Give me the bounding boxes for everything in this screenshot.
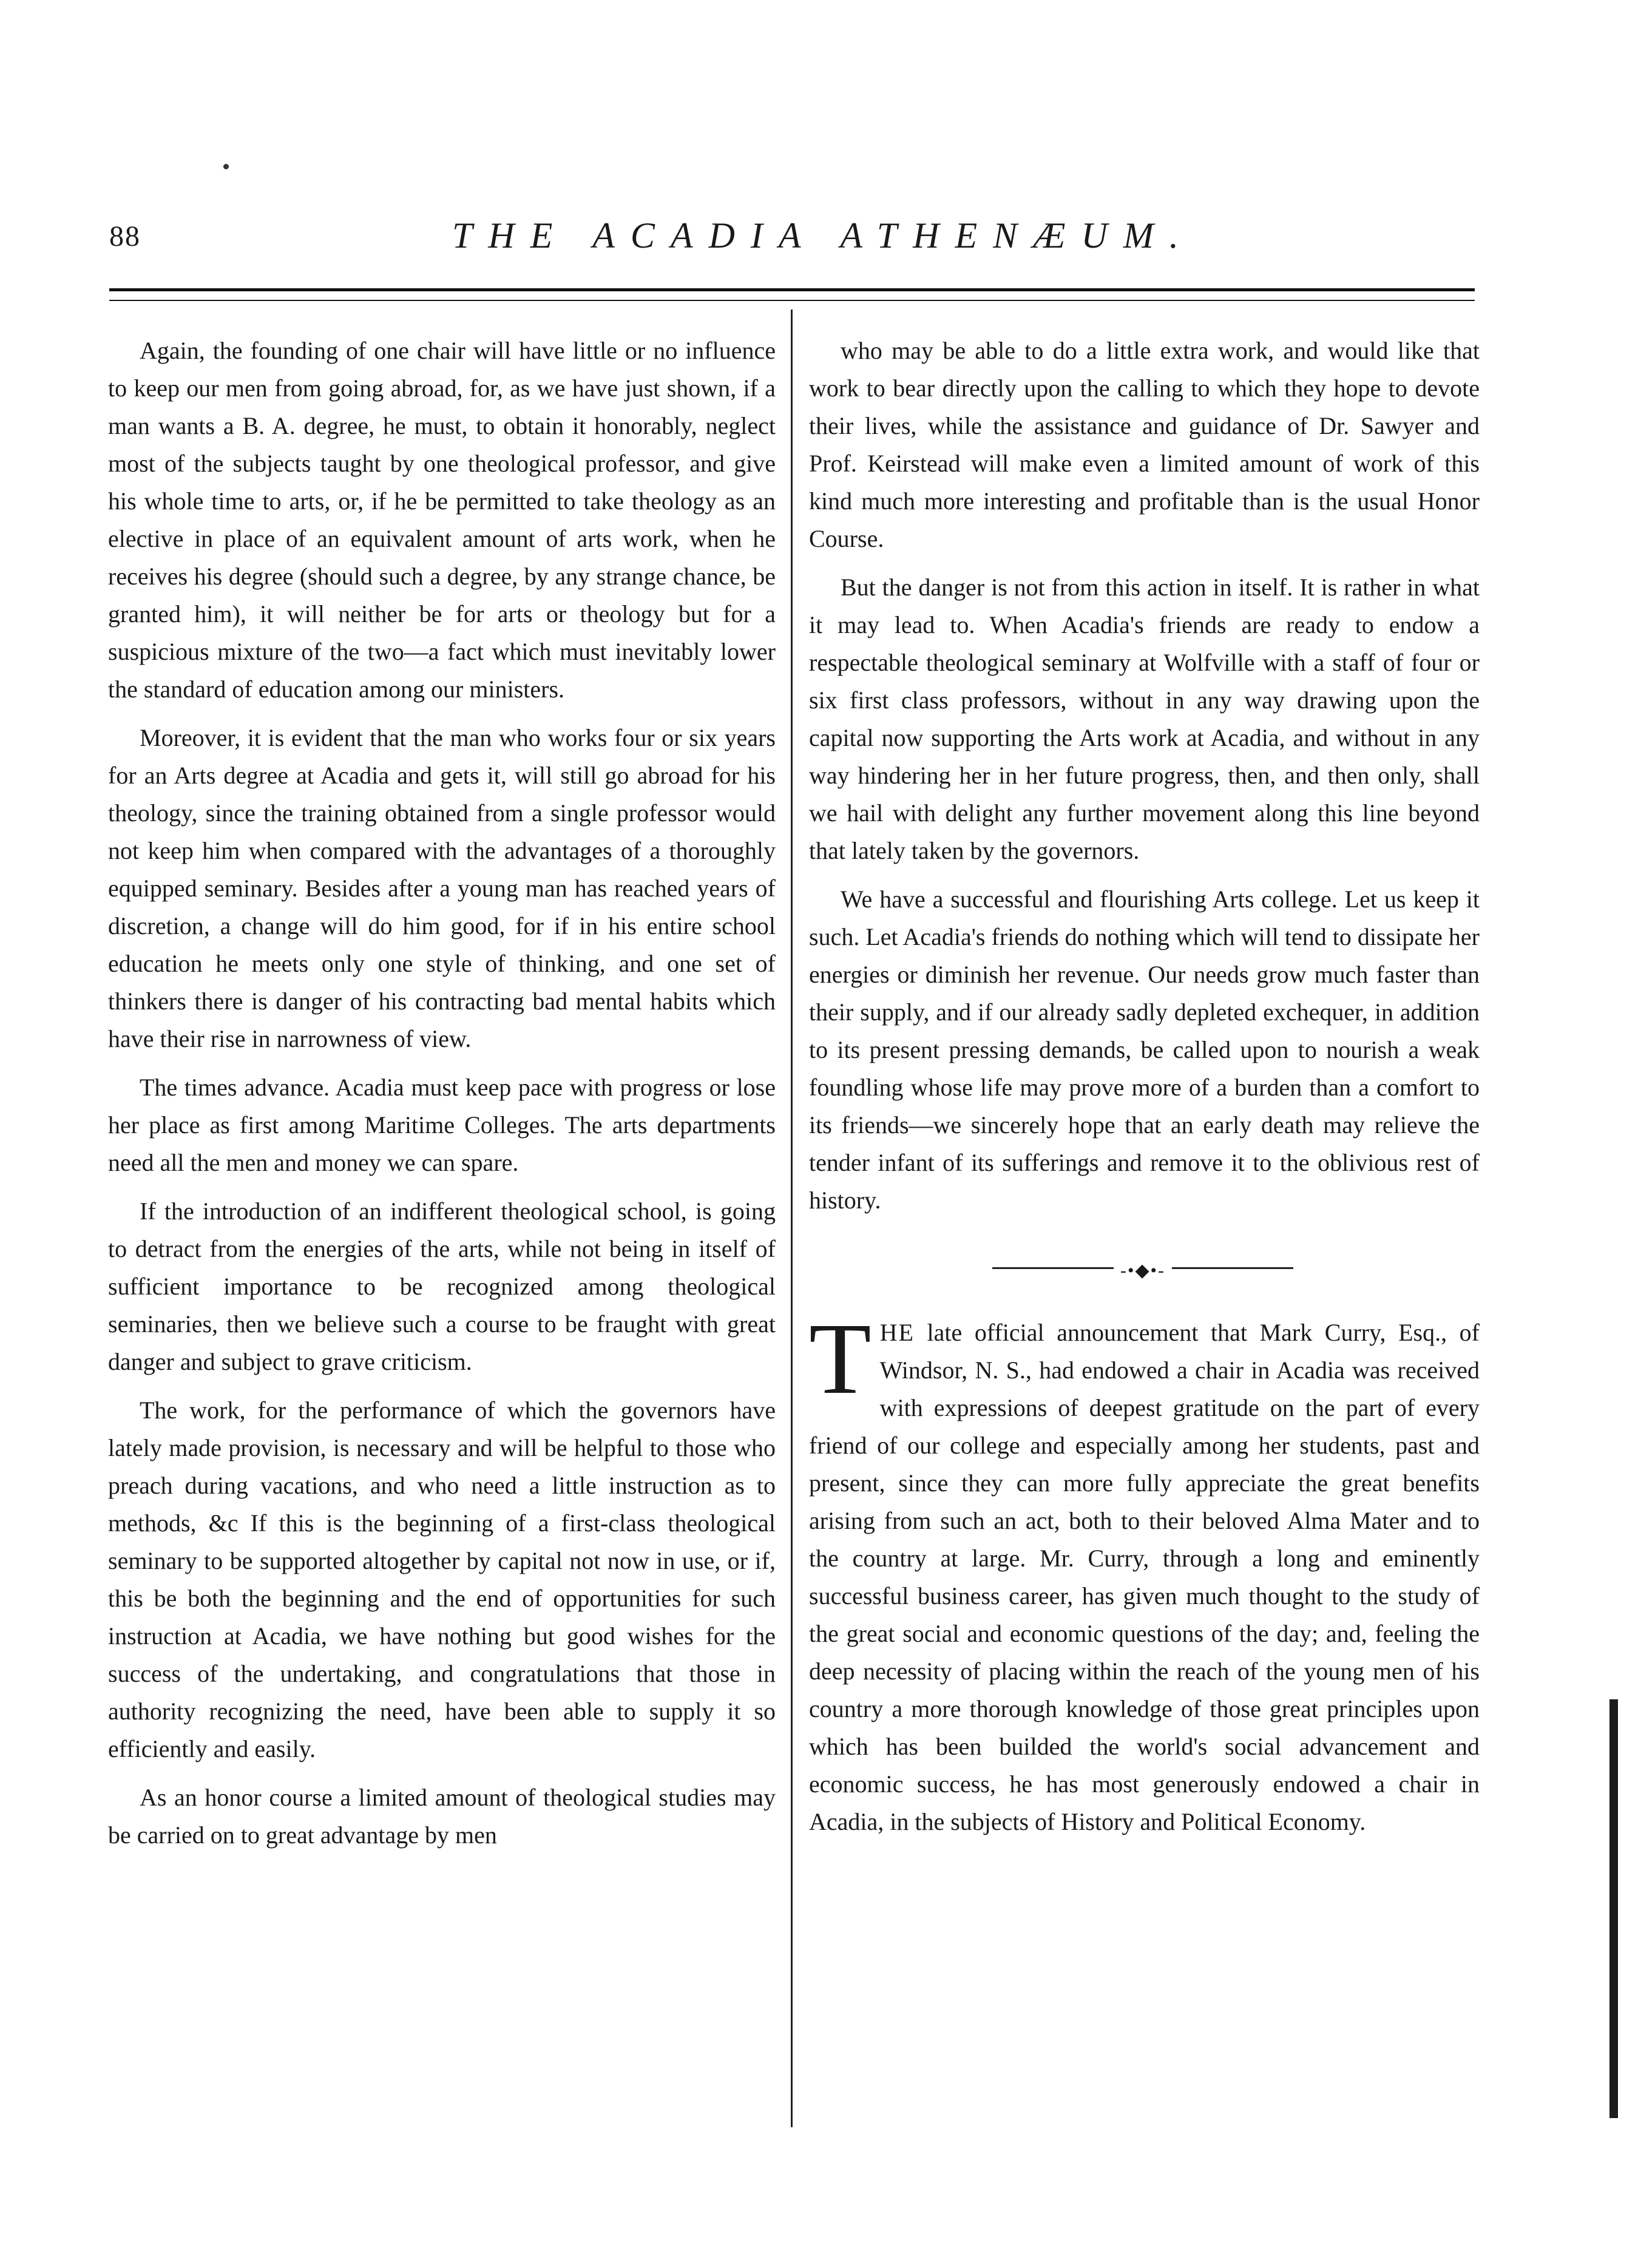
first-word-rest: HE	[879, 1319, 915, 1346]
left-paragraph-6: As an honor course a limited amount of theological studies may be carried on to great advantage by men	[108, 1784, 776, 1849]
left-paragraph-3: The times advance. Acadia must keep pace with progress or lose her place as first among Maritime Colleges. The arts departments need all the men and money we can spare.	[108, 1074, 776, 1176]
separator-ornament: -•◆•-	[1120, 1261, 1166, 1281]
right-paragraph-2: But the danger is not from this action in itself. It is rather in what it may lead to. When Acadia's friends are ready to endow a respectable theological seminary at Wolfville with a staff of four or six first class professors, without in any way drawing upon the capital now supporting the Arts work at Acadia, and without in any way hindering her in her future progress, then, and then only, shall we hail with delight any further movement along this line beyond that lately taken by the governors.	[809, 574, 1480, 864]
header-rule-thin	[109, 300, 1475, 301]
right-paragraph-1: who may be able to do a little extra work, and would like that work to bear directly upon the calling to which they hope to devote their lives, while the assistance and guidance of Dr. Sawyer and Prof. Keirstead will make even a limited amount of work of this kind much more interesting and profitable than is the usual Honor Course.	[809, 337, 1480, 552]
left-paragraph-1: Again, the founding of one chair will have little or no influence to keep our men from going abroad, for, as we have just shown, if a man wants a B. A. degree, he must, to obtain it honorably, neglect most of the subjects taught by one theological professor, and give his whole time to arts, or, if he be permitted to take theology as an elective in place of an equivalent amount of arts work, when he receives his degree (should such a degree, by any strange chance, be granted him), it will neither be for arts or theology but for a suspicious mixture of the two—a fact which must inevitably lower the standard of education among our ministers.	[108, 337, 776, 703]
separator-line-right	[1172, 1267, 1293, 1269]
ink-speck	[223, 164, 229, 169]
left-paragraph-5: The work, for the performance of which the governors have lately made provision, is necessary and will be helpful to those who preach during vacations, and who need a little instruction as to methods, &c If this is the beginning of a first-class theological seminary to be supported altogether by capital not now in use, or if, this be both the beginning and the end of opportunities for such instruction at Acadia, we have nothing but good wishes for the success of the undertaking, and congratulations that those in authority recognizing the need, have been able to supply it so efficiently and easily.	[108, 1396, 776, 1762]
left-paragraph-4: If the introduction of an indifferent theological school, is going to detract from the energies of the arts, while not being in itself of sufficient importance to be recognized among theological seminaries, then we believe such a course to be fraught with great danger and subject to grave criticism.	[108, 1197, 776, 1375]
announcement-text: late official announcement that Mark Curry, Esq., of Windsor, N. S., had endowed a chair in Acadia was received with expressions of deepest gratitude on the part of every friend of our college and especially among her students, past and present, since they can more fully appreciate the great benefits arising from such an act, both to their beloved Alma Mater and to the country at large. Mr. Curry, through a long and eminently successful business career, has given much thought to the study of the great social and economic questions of the day; and, feeling the deep necessity of placing within the reach of the young men of his country a more thorough knowledge of those great principles upon which has been builded the world's social advancement and economic success, he has most generously endowed a chair in Acadia, in the subjects of History and Political Economy.	[809, 1319, 1480, 1835]
announcement-paragraph	[809, 1302, 1480, 1841]
drop-cap: T	[809, 1302, 871, 1415]
section-separator	[809, 1247, 1480, 1290]
page-number: 88	[109, 220, 141, 252]
left-column	[108, 332, 776, 1865]
separator-line-left	[992, 1267, 1114, 1269]
header-rule-thick	[109, 288, 1475, 291]
right-column	[809, 332, 1480, 1852]
right-paragraph-3: We have a successful and flourishing Arts college. Let us keep it such. Let Acadia's friends do nothing which will tend to dissipate her energies or diminish her revenue. Our needs grow much faster than their supply, and if our already sadly depleted exchequer, in addition to its present pressing demands, be called upon to nourish a weak foundling whose life may prove more of a burden than a comfort to its friends—we sincerely hope that an early death may relieve the tender infant of its sufferings and remove it to the oblivious rest of history.	[809, 885, 1480, 1214]
journal-title: THE ACADIA ATHENÆUM.	[452, 215, 1194, 256]
page-header	[109, 215, 1475, 268]
scan-margin-bar	[1609, 1699, 1618, 2118]
left-paragraph-2: Moreover, it is evident that the man who works four or six years for an Arts degree at Acadia and gets it, will still go abroad for his theology, since the training obtained from a single professor would not keep him when compared with the advantages of a thoroughly equipped seminary. Besides after a young man has reached years of discretion, a change will do him good, for if in his entire school education he meets only one style of thinking, and one set of thinkers there is danger of his contracting bad mental habits which have their rise in narrowness of view.	[108, 724, 776, 1052]
column-divider	[791, 310, 793, 2127]
